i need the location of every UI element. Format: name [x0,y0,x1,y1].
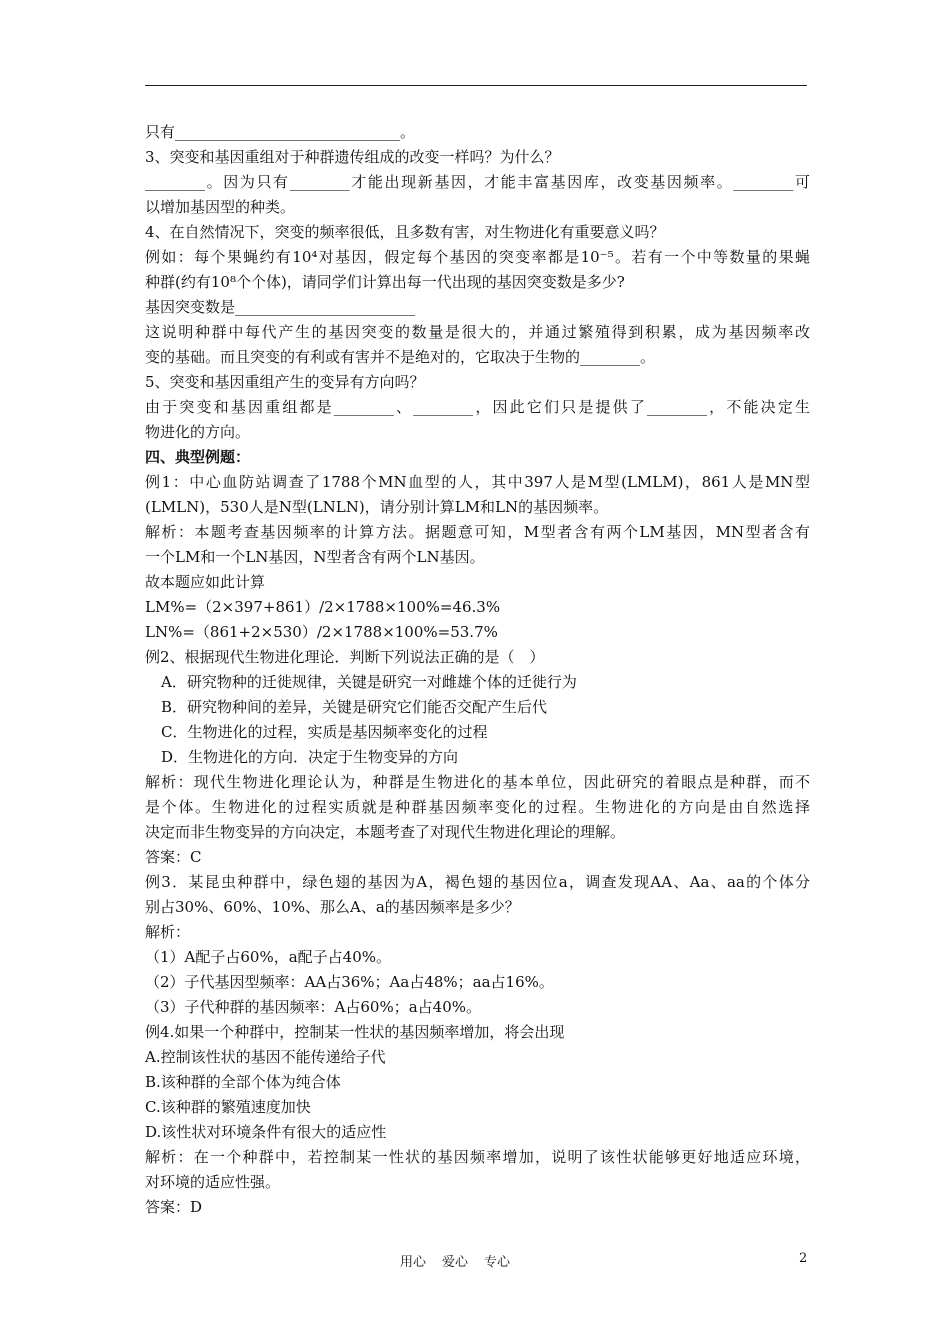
text-line: 解析： [145,923,191,941]
example-3: 例3．某昆虫种群中，绿色翅的基因为A，褐色翅的基因位a，调查发现AA、Aa、aa的个体分 [145,873,810,891]
option-b: B.该种群的全部个体为纯合体 [145,1073,341,1091]
text-line: 是个体。生物进化的过程实质就是种群基因频率变化的过程。生物进化的方向是由自然选择 [145,798,810,816]
text-line: 这说明种群中每代产生的基因突变的数量是很大的，并通过繁殖得到积累，成为基因频率改 [145,323,810,341]
header-rule [145,85,807,86]
example-4: 例4.如果一个种群中，控制某一性状的基因频率增加，将会出现 [145,1023,565,1041]
formula-ln: LN%=（861+2×530）/2×1788×100%=53.7% [145,623,498,641]
option-d: D．生物进化的方向．决定于生物变异的方向 [161,748,459,766]
option-b: B．研究物种间的差异，关键是研究它们能否交配产生后代 [161,698,548,716]
text-line: 对环境的适应性强。 [145,1173,281,1191]
footer-motto-word: 专心 [484,1255,511,1270]
text-line: (LMLN)，530人是N型(LNLN)，请分别计算LM和LN的基因频率。 [145,498,609,516]
text-line: 解析：现代生物进化理论认为，种群是生物进化的基本单位，因此研究的着眼点是种群，而不 [145,773,810,791]
text-line: ________。因为只有________才能出现新基因，才能丰富基因库，改变基因频率。________可 [145,173,810,191]
question-3: 3、突变和基因重组对于种群遗传组成的改变一样吗？为什么？ [145,148,560,166]
option-a: A．研究物种的迁徙规律，关键是研究一对雌雄个体的迁徙行为 [161,673,577,691]
text-line: （3）子代种群的基因频率：A占60%；a占40%。 [145,998,482,1016]
text-line: 一个LM和一个LN基因，N型者含有两个LN基因。 [145,548,485,566]
question-5: 5、突变和基因重组产生的变异有方向吗？ [145,373,425,391]
footer-motto-word: 用心 [400,1255,427,1270]
document-body [145,120,810,1220]
text-line: 解析：本题考查基因频率的计算方法。据题意可知，M型者含有两个LM基因，MN型者含有 [145,523,810,541]
text-line: （2）子代基因型频率：AA占36%；Aa占48%；aa占16%。 [145,973,554,991]
example-1: 例1：中心血防站调查了1788个MN血型的人，其中397人是M型(LMLM)，861人是MN型 [145,473,810,491]
footer-motto-word: 爱心 [442,1255,469,1270]
answer: 答案：D [145,1198,203,1216]
text-line: 解析：在一个种群中，若控制某一性状的基因频率增加，说明了该性状能够更好地适应环境， [145,1148,810,1166]
option-c: C.该种群的繁殖速度加快 [145,1098,311,1116]
answer: 答案：C [145,848,202,866]
text-line: 基因突变数是________________________ [145,298,416,316]
option-a: A.控制该性状的基因不能传递给子代 [145,1048,386,1066]
text-line: 例如：每个果蝇约有10⁴对基因，假定每个基因的突变率都是10⁻⁵。若有一个中等数量的果蝇 [145,248,810,266]
option-d: D.该性状对环境条件有很大的适应性 [145,1123,387,1141]
page-number: 2 [799,1251,808,1266]
text-line: （1）A配子占60%，a配子占40%。 [145,948,391,966]
text-line: 只有______________________________。 [145,123,416,141]
option-c: C．生物进化的过程，实质是基因频率变化的过程 [161,723,488,741]
footer-motto [400,1251,526,1270]
text-line: 变的基础。而且突变的有利或有害并不是绝对的，它取决于生物的________。 [145,348,656,366]
text-line: 由于突变和基因重组都是________、________，因此它们只是提供了________，不能决定生 [145,398,810,416]
text-line: 物进化的方向。 [145,423,251,441]
question-4: 4、在自然情况下，突变的频率很低，且多数有害，对生物进化有重要意义吗？ [145,223,665,241]
formula-lm: LM%=（2×397+861）/2×1788×100%=46.3% [145,598,501,616]
section-heading: 四、典型例题： [145,448,251,466]
text-line: 故本题应如此计算 [145,573,266,591]
example-2: 例2、根据现代生物进化理论．判断下列说法正确的是（ ） [145,648,545,666]
text-line: 决定而非生物变异的方向决定，本题考查了对现代生物进化理论的理解。 [145,823,626,841]
text-line: 别占30%、60%、10%、那么A、a的基因频率是多少？ [145,898,520,916]
text-line: 以增加基因型的种类。 [145,198,296,216]
text-line: 种群(约有10⁸个个体)，请同学们计算出每一代出现的基因突变数是多少? [145,273,625,291]
